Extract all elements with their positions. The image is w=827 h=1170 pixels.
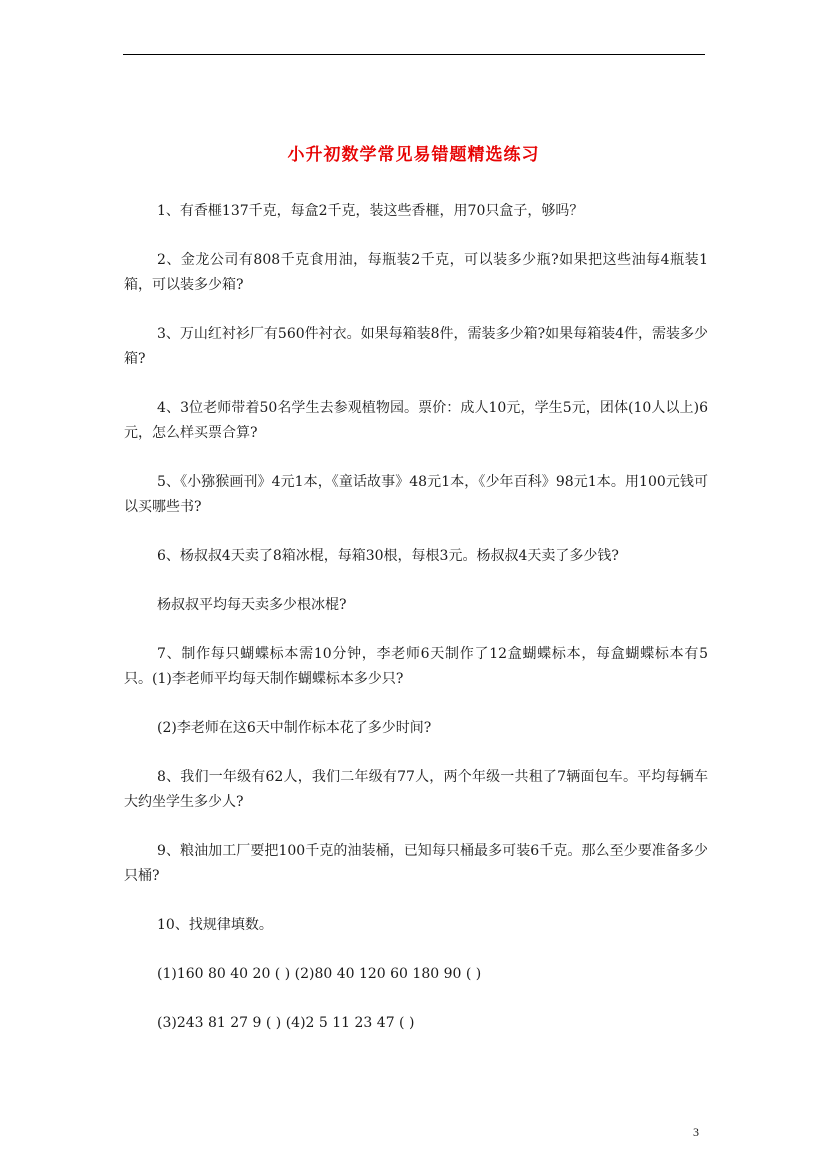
question-1: 1、有香榧137千克，每盒2千克，装这些香榧，用70只盒子，够吗？: [157, 203, 584, 219]
header-rule: [123, 54, 705, 55]
question-4: 4、3位老师带着50名学生去参观植物园。票价：成人10元，学生5元，团体(10人以上)6元，怎么样买票合算?: [124, 400, 708, 441]
question-9: 9、粮油加工厂要把100千克的油装桶，已知每只桶最多可装6千克。那么至少要准备多少只桶?: [124, 843, 708, 884]
question-3: 3、万山红衬衫厂有560件衬衣。如果每箱装8件，需装多少箱?如果每箱装4件，需装多少箱?: [124, 326, 708, 367]
question-7-part-2: (2)李老师在这6天中制作标本花了多少时间?: [157, 720, 432, 736]
question-10: 10、找规律填数。: [157, 917, 273, 933]
question-6: 6、杨叔叔4天卖了8箱冰棍，每箱30根，每根3元。杨叔叔4天卖了多少钱?: [157, 548, 619, 564]
sequence-row-1: (1)160 80 40 20 ( ) (2)80 40 120 60 180 90 ( ): [157, 966, 482, 982]
document-title: 小升初数学常见易错题精选练习: [287, 145, 540, 165]
question-7: 7、制作每只蝴蝶标本需10分钟，李老师6天制作了12盒蝴蝶标本，每盒蝴蝶标本有5只。(1)李老师平均每天制作蝴蝶标本多少只?: [124, 646, 708, 687]
document-body: [124, 199, 708, 1060]
page-number: 3: [693, 1125, 699, 1139]
sequence-row-2: (3)243 81 27 9 ( ) (4)2 5 11 23 47 ( ): [157, 1015, 415, 1031]
question-2: 2、金龙公司有808千克食用油，每瓶装2千克，可以装多少瓶?如果把这些油每4瓶装1箱，可以装多少箱?: [124, 252, 708, 293]
question-5: 5、《小猕猴画刊》4元1本，《童话故事》48元1本，《少年百科》98元1本。用100元钱可以买哪些书?: [124, 474, 708, 515]
question-6-part-2: 杨叔叔平均每天卖多少根冰棍?: [157, 597, 347, 613]
question-8: 8、我们一年级有62人，我们二年级有77人，两个年级一共租了7辆面包车。平均每辆车大约坐学生多少人?: [124, 769, 708, 810]
